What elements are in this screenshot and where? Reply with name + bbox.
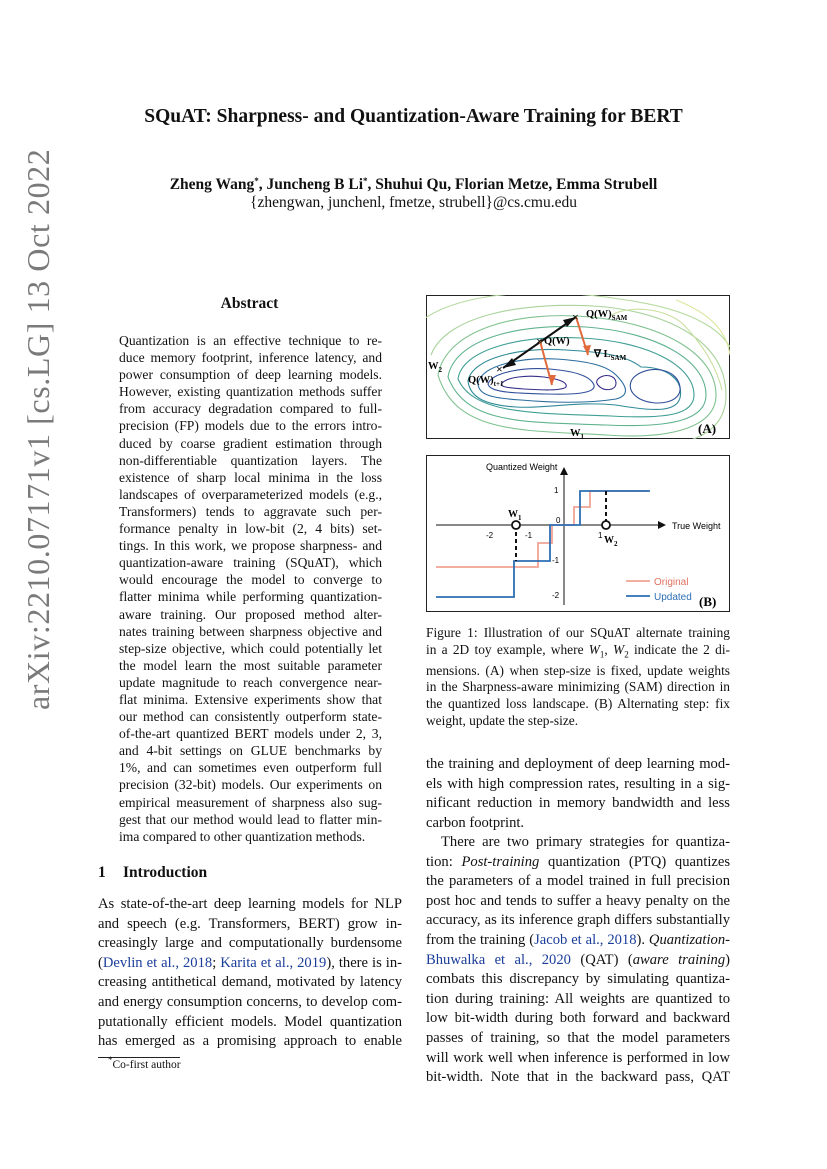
body-line: Bhuwalka et al., 2020 (QAT) (aware training) <box>426 951 730 968</box>
body-line: nificant reduction in memory bandwidth and less <box>426 795 730 812</box>
x-axis-label: True Weight <box>672 521 721 531</box>
abstract-line: from accuracy degradation compared to full- <box>119 401 382 417</box>
abstract-line: However, existing quantization methods suffer <box>119 384 382 400</box>
w1-point <box>512 521 520 529</box>
abstract-line: update magnitude to reach convergence near- <box>119 674 382 690</box>
w2-point <box>602 521 610 529</box>
body-line: bit-width. Note that in the backward pass, QAT <box>426 1069 730 1086</box>
intro-line: (Devlin et al., 2018; Karita et al., 2019), there is in- <box>98 954 402 971</box>
figure-caption <box>426 625 730 729</box>
abstract-line: flatter minima while performing quantization- <box>119 589 382 605</box>
x-tick-label: 0 <box>556 516 561 525</box>
body-line: There are two primary strategies for quantiza- <box>441 834 730 850</box>
section-title: Introduction <box>123 864 208 881</box>
author-list: Zheng Wang*, Juncheng B Li*, Shuhui Qu, Florian Metze, Emma Strubell <box>169 176 658 193</box>
paper-title: SQuAT: Sharpness- and Quantization-Aware Training for BERT <box>144 106 683 127</box>
math-variable: W <box>613 641 625 657</box>
math-subscript: 2 <box>624 649 629 660</box>
figure-panel-a <box>426 295 730 439</box>
arxiv-stamp: arXiv:2210.07171v1 [cs.LG] 13 Oct 2022 <box>20 148 56 710</box>
abstract-line: power consumption of deep learning models. <box>119 367 382 383</box>
panel-label-b: (B) <box>699 594 717 609</box>
abstract-line: step-size objective, which could potentially let <box>119 640 382 656</box>
abstract-line: and 4-bit settings on GLUE benchmarks by <box>119 743 382 759</box>
abstract-line: duce memory footprint, inference latency, and <box>119 350 382 366</box>
abstract-line: Quantization is an effective technique to re- <box>119 333 382 348</box>
x-tick-label: -1 <box>525 531 533 540</box>
intro-paragraph <box>98 895 402 1052</box>
abstract-line: nates training between sharpness objective and <box>119 623 382 639</box>
legend-updated: Updated <box>654 592 692 603</box>
panel-label-a: (A) <box>698 421 717 436</box>
intro-continuation <box>426 755 730 833</box>
caption-line: in the Sharpness-aware minimizing (SAM) direction in <box>426 679 730 695</box>
body-line: the training and deployment of deep learning mod- <box>426 756 730 772</box>
axis-w1: $W_1$ <box>570 428 584 439</box>
co-first-marker: * <box>254 176 259 186</box>
intro-line: and energy consumption concerns, to develop com- <box>98 993 402 1010</box>
abstract-line: quantization-aware training (SQuAT), which <box>119 555 382 571</box>
abstract-line: empirical measurement of sharpness also sug- <box>119 794 382 810</box>
label-q-w: Q(W) <box>544 336 570 347</box>
caption-line: the quantized loss landscape. (B) Alternating step: fix <box>426 696 730 712</box>
x-tick-label: -2 <box>486 531 494 540</box>
abstract-line: of-the-art quantized BERT models under 2, 3, <box>119 726 382 742</box>
caption-line: Figure 1: Illustration of our SQuAT alternate training <box>426 625 730 640</box>
label-q-sam: $Q(W)_{SAM}$ <box>586 309 628 322</box>
footnote: *Co-first author <box>108 1055 181 1071</box>
y-axis-label: Quantized Weight <box>486 462 558 472</box>
cross-marker: × <box>572 310 579 324</box>
abstract-line: aware training. Our proposed method alter- <box>119 606 382 622</box>
citation-link: Karita et al., 2019 <box>220 954 327 971</box>
label-w2: $W_2$ <box>604 535 618 548</box>
intro-line: creasingly large and computationally burdensome <box>98 935 402 952</box>
intro-line: creasing antithetical demand, motivated by latency <box>98 974 402 991</box>
label-w1: $W_1$ <box>508 509 522 522</box>
body-line: the parameters of a model trained in full precision <box>426 873 730 890</box>
body-line: post hoc and tends to suffer a heavy penalty on the <box>426 892 730 909</box>
abstract-line: precision (FP) models due to the errors intro- <box>119 418 382 434</box>
body-line: carbon footprint. <box>426 814 525 831</box>
y-tick-label: -2 <box>552 591 560 600</box>
abstract-line: formance penalty in low-bit (2, 4 bits) set- <box>119 521 382 537</box>
caption-line: weight, update the step-size. <box>426 712 579 728</box>
intro-paragraph-2 <box>426 833 730 1088</box>
body-line: els with high compression rates, resulting in a sig- <box>426 775 730 792</box>
y-tick-label: 1 <box>554 486 559 495</box>
body-line: tion during training: All weights are quantized to <box>426 990 730 1007</box>
abstract-line: would encourage the model to converge to <box>119 572 382 588</box>
abstract-heading: Abstract <box>220 295 279 312</box>
body-line: from the training (Jacob et al., 2018). Quantization- <box>426 931 730 948</box>
y-tick-label: -1 <box>552 556 560 565</box>
abstract-line: landscapes of overparameterized models (e.g., <box>119 486 382 502</box>
abstract-line: ima compared to other quantization methods. <box>119 828 366 844</box>
body-line: combats this discrepancy by simulating quantiza- <box>426 971 730 988</box>
body-line: will work well when inference is performed in low <box>426 1049 730 1066</box>
label-grad-sam: ∇ $L_{SAM}$ <box>594 349 627 362</box>
citation-link: Jacob et al., 2018 <box>534 931 637 948</box>
cross-marker: × <box>536 334 543 348</box>
abstract-line: precision (32-bit) models. Our experiments on <box>119 777 382 793</box>
section-heading <box>98 864 207 882</box>
abstract-line: non-differentiable quantization layers. The <box>119 452 382 468</box>
citation-link: Bhuwalka et al., 2020 <box>426 951 571 968</box>
caption-line: mensions. (A) when step-size is fixed, update weights <box>426 662 730 678</box>
section-number: 1 <box>98 864 106 881</box>
emphasis: aware training <box>632 951 726 968</box>
axis-w2: $W_2$ <box>428 361 442 374</box>
x-tick-label: 1 <box>598 531 603 540</box>
emphasis: Quantization- <box>648 931 730 948</box>
abstract-line: duced by coarse gradient estimation through <box>119 435 382 451</box>
math-variable: W <box>588 641 600 657</box>
figure-panel-b <box>426 455 730 612</box>
label-q-next: $Q(W)_{t+1}$ <box>468 375 504 388</box>
abstract-line: existence of sharp local minima in the loss <box>119 469 382 485</box>
abstract-line: Transformers) tends to aggravate such per- <box>119 503 382 519</box>
abstract-body <box>119 332 382 845</box>
body-line: accuracy, as its inference graph differs substantially <box>426 912 730 929</box>
abstract-line: our method can consistently outperform state- <box>119 709 382 725</box>
emphasis: Post-training <box>461 853 540 870</box>
body-line: low bit-width during both forward and backward <box>426 1010 730 1027</box>
co-first-marker: * <box>363 176 368 186</box>
body-line: tion: Post-training quantization (PTQ) quantizes <box>426 853 731 870</box>
intro-line: As state-of-the-art deep learning models for NLP <box>98 896 402 912</box>
legend-original: Original <box>654 577 689 588</box>
abstract-line: tings. In this work, we propose sharpness- and <box>119 538 382 554</box>
author-emails: {zhengwan, junchenl, fmetze, strubell}@cs.cmu.edu <box>250 194 577 211</box>
abstract-line: 1%, and can sometimes even outperform full <box>119 760 382 776</box>
footnote-marker: * <box>108 1055 113 1065</box>
intro-line: and speech (e.g. Transformers, BERT) grow in- <box>98 915 402 932</box>
caption-line: in a 2D toy example, where $W_1$, $W_2$ indicate the 2 di- <box>426 641 731 660</box>
body-line: passes of training, so that the model parameters <box>426 1029 730 1046</box>
math-subscript: 1 <box>599 649 605 660</box>
citation-link: Devlin et al., 2018 <box>102 954 213 971</box>
intro-line: putationally efficient models. Model quantization <box>98 1013 402 1030</box>
cross-marker: × <box>496 362 503 376</box>
intro-line: has emerged as a promising approach to enable <box>98 1033 402 1050</box>
abstract-line: the model learn the most suitable parameter <box>119 657 382 673</box>
abstract-line: flat minima. Extensive experiments show that <box>119 691 382 707</box>
abstract-line: gest that our method would lead to flatter min- <box>119 811 382 827</box>
